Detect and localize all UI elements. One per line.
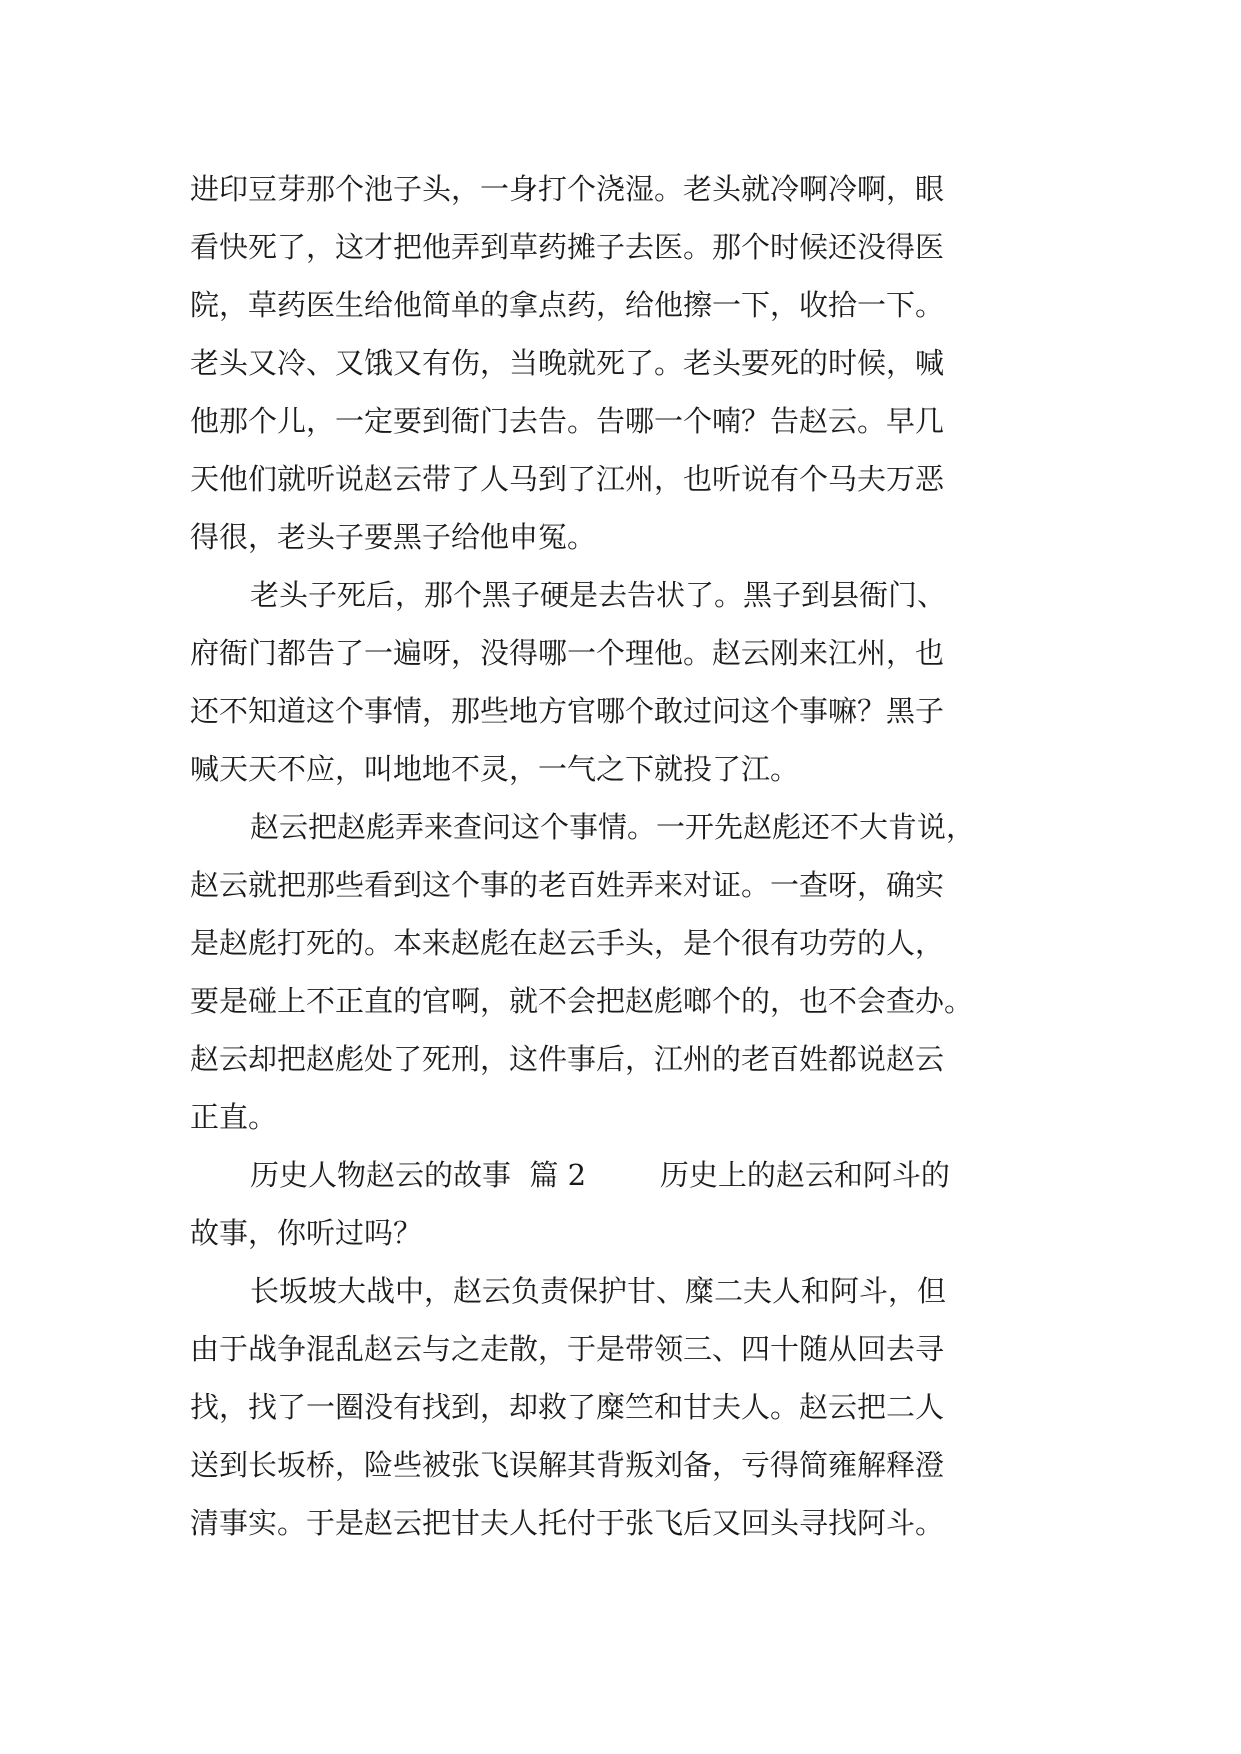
paragraph-3-line-6: 正直。	[190, 1100, 278, 1134]
paragraph-5-line-3: 找，找了一圈没有找到，却救了糜竺和甘夫人。赵云把二人	[190, 1390, 945, 1424]
section-heading-line-2: 故事，你听过吗？	[190, 1216, 423, 1250]
body-text	[190, 160, 1070, 1552]
paragraph-3-line-2: 赵云就把那些看到这个事的老百姓弄来对证。一查呀，确实	[190, 868, 945, 902]
paragraph-2-line-3: 还不知道这个事情，那些地方官哪个敢过问这个事嘛？黑子	[190, 694, 945, 728]
paragraph-5-line-1: 长坂坡大战中，赵云负责保护甘、糜二夫人和阿斗，但	[250, 1274, 947, 1308]
paragraph-3-line-3: 是赵彪打死的。本来赵彪在赵云手头，是个很有功劳的人，	[190, 926, 945, 960]
paragraph-1-line-3: 院，草药医生给他简单的拿点药，给他擦一下，收拾一下。	[190, 288, 945, 322]
paragraph-2-line-1: 老头子死后，那个黑子硬是去告状了。黑子到县衙门、	[250, 578, 947, 612]
paragraph-1-line-4: 老头又冷、又饿又有伤，当晚就死了。老头要死的时候，喊	[190, 346, 945, 380]
paragraph-1-line-5: 他那个儿，一定要到衙门去告。告哪一个喃？告赵云。早几	[190, 404, 945, 438]
paragraph-3-line-4: 要是碰上不正直的官啊，就不会把赵彪啷个的，也不会查办。	[190, 984, 974, 1018]
paragraph-3-line-1: 赵云把赵彪弄来查问这个事情。一开先赵彪还不大肯说，	[250, 810, 976, 844]
section-heading-line-1: 历史人物赵云的故事 篇 2 历史上的赵云和阿斗的	[250, 1158, 950, 1192]
paragraph-5-line-5: 清事实。于是赵云把甘夫人托付于张飞后又回头寻找阿斗。	[190, 1506, 945, 1540]
paragraph-2-line-4: 喊天天不应，叫地地不灵，一气之下就投了江。	[190, 752, 800, 786]
paragraph-1-line-7: 得很，老头子要黑子给他申冤。	[190, 520, 597, 554]
paragraph-5-line-2: 由于战争混乱赵云与之走散，于是带领三、四十随从回去寻	[190, 1332, 945, 1366]
paragraph-1-line-1: 进印豆芽那个池子头，一身打个浇湿。老头就冷啊冷啊，眼	[190, 172, 945, 206]
paragraph-5-line-4: 送到长坂桥，险些被张飞误解其背叛刘备，亏得简雍解释澄	[190, 1448, 945, 1482]
paragraph-1-line-2: 看快死了，这才把他弄到草药摊子去医。那个时候还没得医	[190, 230, 945, 264]
paragraph-1-line-6: 天他们就听说赵云带了人马到了江州，也听说有个马夫万恶	[190, 462, 945, 496]
paragraph-3-line-5: 赵云却把赵彪处了死刑，这件事后，江州的老百姓都说赵云	[190, 1042, 945, 1076]
paragraph-2-line-2: 府衙门都告了一遍呀，没得哪一个理他。赵云刚来江州，也	[190, 636, 945, 670]
